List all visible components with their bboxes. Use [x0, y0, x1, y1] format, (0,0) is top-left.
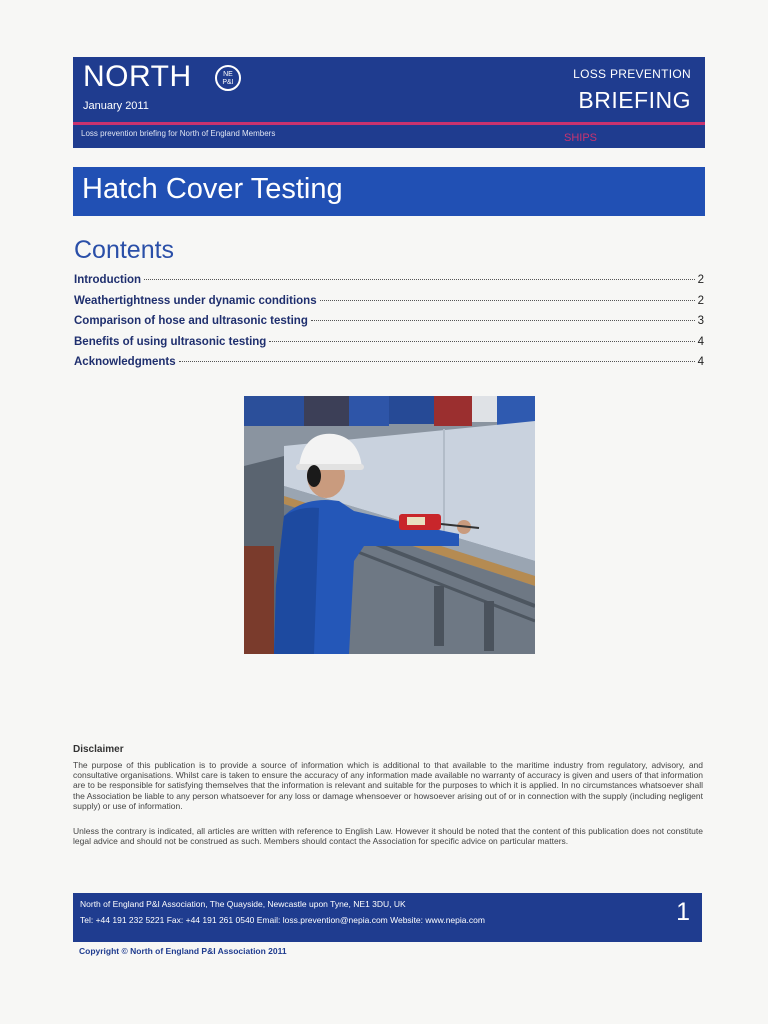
issue-date: January 2011: [83, 100, 149, 112]
toc-entry-page: 3: [697, 315, 704, 327]
header-title: BRIEFING: [578, 87, 691, 113]
toc-entry-benefits[interactable]: [74, 336, 704, 357]
header-divider: [73, 122, 705, 125]
footer-banner: [73, 893, 702, 942]
toc-leader: [179, 361, 695, 362]
disclaimer-heading: Disclaimer: [73, 744, 124, 755]
toc-entry-comparison[interactable]: [74, 315, 704, 336]
disclaimer-paragraph-2: Unless the contrary is indicated, all articles are written with reference to English Law. However it should be noted that the content of this publication does not constitute legal advice and should not be construed as such. Members should contact the Association for specific advice on particular matters.: [73, 826, 703, 847]
header-banner: [73, 57, 705, 148]
toc-entry-page: 2: [697, 294, 704, 307]
header-tagline: Loss prevention briefing for North of England Members: [81, 129, 276, 138]
contents-heading: Contents: [74, 236, 175, 264]
page-number: 1: [676, 898, 690, 926]
toc-leader: [311, 320, 695, 321]
table-of-contents: [74, 274, 704, 377]
toc-entry-weathertightness[interactable]: [74, 295, 704, 316]
toc-entry-title: Acknowledgments: [74, 356, 176, 368]
hatch-cover-testing-photo: [244, 396, 535, 654]
document-title: Hatch Cover Testing: [82, 173, 343, 205]
toc-leader: [320, 300, 695, 301]
toc-entry-introduction[interactable]: [74, 274, 704, 295]
section-label: SHIPS: [564, 132, 598, 144]
toc-entry-title: Comparison of hose and ultrasonic testing: [74, 315, 308, 327]
toc-entry-page: 4: [697, 335, 704, 348]
footer-contact[interactable]: Tel: +44 191 232 5221 Fax: +44 191 261 0540 Email: loss.prevention@nepia.com Website: www.nepia.com: [80, 915, 485, 925]
toc-leader: [144, 279, 695, 280]
title-bar: [73, 167, 705, 216]
toc-entry-title: Weathertightness under dynamic conditions: [74, 294, 317, 307]
brand-emblem-icon: NE P&I: [215, 65, 241, 91]
toc-entry-acknowledgments[interactable]: [74, 356, 704, 377]
disclaimer-paragraph-1: The purpose of this publication is to provide a source of information which is additional to that available to the maritime industry from regulatory, advisory, and consultative organisations. Whilst care is taken to ensure the accuracy of any information made available no warranty of accuracy is given and users of that information are to be responsible for satisfying themselves that the information is relevant and suitable for the purposes to which it is applied. In no circumstances whatsoever shall the Association be liable to any person whatsoever for any loss or damage whensoever or howsoever arising out of or in connection with the supply (including negligent supply) or use of information.: [73, 760, 703, 811]
toc-entry-title: Benefits of using ultrasonic testing: [74, 335, 267, 348]
toc-leader: [269, 341, 694, 342]
header-kicker: LOSS PREVENTION: [573, 67, 691, 81]
toc-entry-page: 2: [697, 274, 704, 286]
photo-illustration: [244, 396, 535, 654]
footer-address: North of England P&I Association, The Quayside, Newcastle upon Tyne, NE1 3DU, UK: [80, 899, 406, 909]
copyright-notice: Copyright © North of England P&I Association 2011: [79, 946, 287, 956]
toc-entry-page: 4: [697, 356, 704, 368]
toc-entry-title: Introduction: [74, 274, 142, 286]
brand-logo-text: NORTH: [83, 60, 192, 93]
